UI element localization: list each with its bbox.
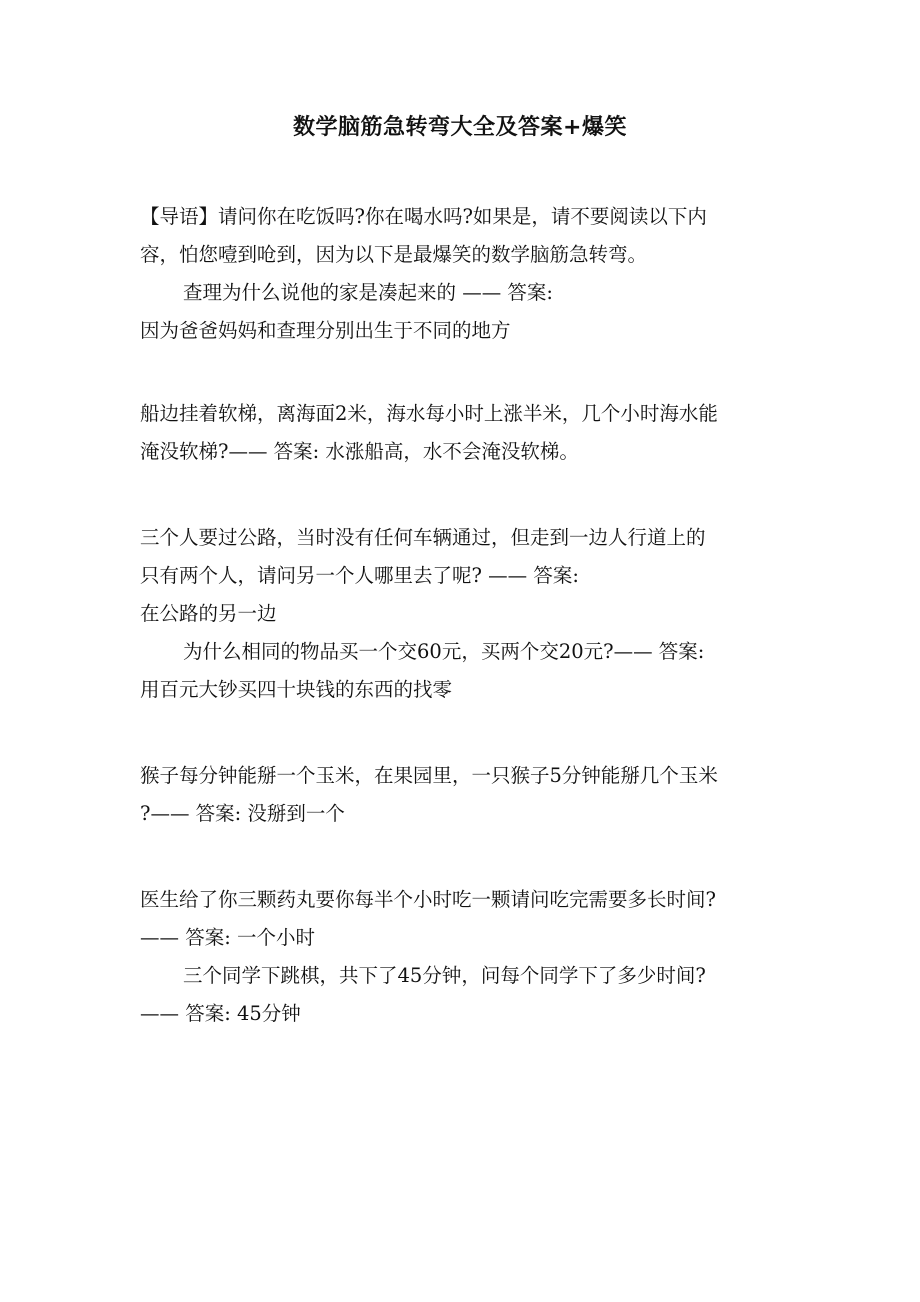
paragraph-spacer <box>140 471 785 519</box>
riddle-5-line-2: ?—— 答案: 没掰到一个 <box>140 802 345 825</box>
riddle-4-question: 为什么相同的物品买一个交60元，买两个交20元?—— 答案: <box>183 640 705 663</box>
riddle-6-line-2: —— 答案: 一个小时 <box>140 926 315 949</box>
intro-line-1: 【导语】请问你在吃饭吗?你在喝水吗?如果是，请不要阅读以下内 <box>140 205 707 228</box>
riddle-3-line-2: 只有两个人，请问另一个人哪里去了呢? —— 答案: <box>140 564 579 587</box>
page-title: 数学脑筋急转弯大全及答案+爆笑 <box>293 115 627 140</box>
paragraph-spacer <box>140 350 785 395</box>
riddle-2-line-2: 淹没软梯?—— 答案: 水涨船高，水不会淹没软梯。 <box>140 440 579 463</box>
riddle-3-answer: 在公路的另一边 <box>140 602 277 625</box>
riddle-3-line-1: 三个人要过公路，当时没有任何车辆通过，但走到一边人行道上的 <box>140 526 706 549</box>
intro-line-2: 容，怕您噎到呛到，因为以下是最爆笑的数学脑筋急转弯。 <box>140 243 648 266</box>
paragraph-spacer <box>140 709 785 757</box>
riddle-7-question: 三个同学下跳棋，共下了45分钟，问每个同学下了多少时间? <box>183 964 706 987</box>
paragraph-spacer <box>140 833 785 881</box>
riddle-5-line-1: 猴子每分钟能掰一个玉米，在果园里，一只猴子5分钟能掰几个玉米 <box>140 764 718 787</box>
riddle-2-line-1: 船边挂着软梯，离海面2米，海水每小时上涨半米，几个小时海水能 <box>140 402 718 425</box>
riddle-7-answer: —— 答案: 45分钟 <box>140 1002 301 1025</box>
document-body <box>140 198 785 1033</box>
riddle-1-question: 查理为什么说他的家是凑起来的 —— 答案: <box>183 281 553 304</box>
riddle-6-line-1: 医生给了你三颗药丸要你每半个小时吃一颗请问吃完需要多长时间? <box>140 888 716 911</box>
riddle-1-answer: 因为爸爸妈妈和查理分别出生于不同的地方 <box>140 319 511 342</box>
riddle-4-answer: 用百元大钞买四十块钱的东西的找零 <box>140 678 453 701</box>
